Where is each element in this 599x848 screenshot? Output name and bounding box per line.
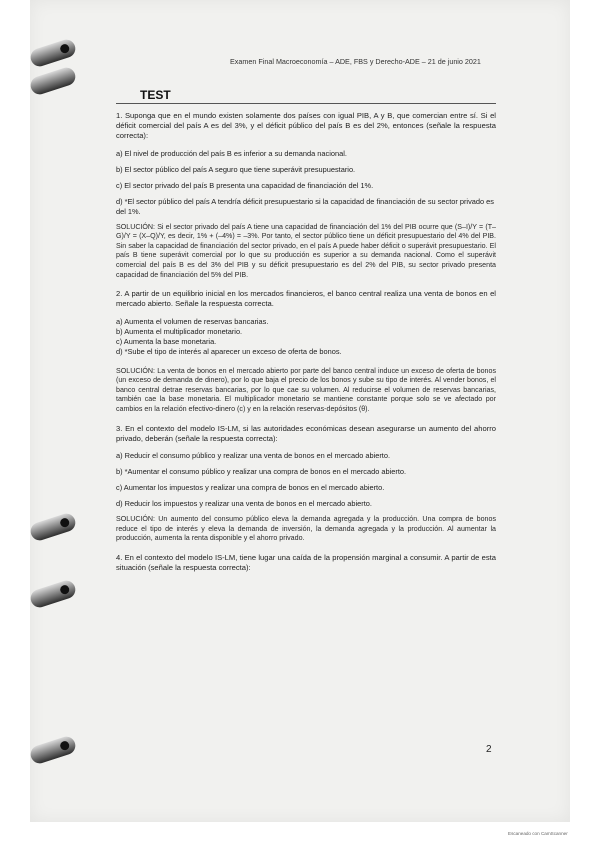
question-2-option-d: d) *Sube el tipo de interés al aparecer un exceso de oferta de bonos. [116,346,342,356]
title-underline [116,103,496,104]
question-1-option-b: b) El sector público del país A seguro que tiene superávit presupuestario. [116,164,356,174]
question-1-option-d: d) *El sector público del país A tendría déficit presupuestario si la capacidad de financiación de su sector privado es del 1%. [116,196,494,216]
section-title: TEST [140,88,171,102]
question-2-option-a: a) Aumenta el volumen de reservas bancarias. [116,316,269,326]
question-3-solution: SOLUCIÓN: Un aumento del consumo público eleva la demanda agregada y la producción. Una compra de bonos reduce el tipo de interés y eleva la demanda de inversión, la demanda agregada y la producción. Al aumentar la producción, aumenta la renta disponible y el ahorro privado. [116,514,496,543]
question-4: 4. En el contexto del modelo IS-LM, tiene lugar una caída de la propensión marginal a consumir. A partir de esta situación (señale la respuesta correcta): [116,552,496,572]
question-2-solution: SOLUCIÓN: La venta de bonos en el mercado abierto por parte del banco central induce un exceso de oferta de bonos (un exceso de demanda de dinero), por lo que baja el precio de los bonos y sube su tipo de interés. Al vender bonos, el banco central detrae reservas bancarias, por lo que cae su volumen. Al reducirse el volumen de reservas bancarias, también cae la base monetaria. El multiplicador monetario se mantiene constante porque solo se ve afectado por cambios en la relación efectivo-dinero (c) y en la relación reservas-depósitos (θ). [116,366,496,413]
question-3-option-a: a) Reducir el consumo público y realizar una venta de bonos en el mercado abierto. [116,450,391,460]
question-1-option-c: c) El sector privado del país B presenta una capacidad de financiación del 1%. [116,180,374,190]
question-3-option-c: c) Aumentar los impuestos y realizar una compra de bonos en el mercado abierto. [116,482,385,492]
question-3-option-d: d) Reducir los impuestos y realizar una venta de bonos en el mercado abierto. [116,498,372,508]
question-1-solution: SOLUCIÓN: Si el sector privado del país A tiene una capacidad de financiación del 1% del PIB ocurre que (S–I)/Y = (T–G)/Y = (X–Q)/Y, es decir, 1% + (–4%) = –3%. Por tanto, el sector público tiene un déficit presupuestario del 4% del PIB. Sin saber la capacidad de financiación del sector privado, en el país A puede haber déficit o superávit presupuestario. El país B tiene superávit comercial por lo que su producción es superior a su demanda nacional. Como el superávit comercial del país B es del 3% del PIB y su déficit presupuestario es del 2% del PIB, su sector privado presenta capacidad de financiación del 5% del PIB. [116,222,496,279]
question-3-option-b: b) *Aumentar el consumo público y realizar una compra de bonos en el mercado abierto. [116,466,407,476]
scanner-watermark: Escaneado con CamScanner [508,831,568,836]
spacer [116,357,496,367]
question-2-option-b: b) Aumenta el multiplicador monetario. [116,326,243,336]
question-1: 1. Suponga que en el mundo existen solamente dos países con igual PIB, A y B, que comercian entre sí. Si el déficit comercial del país A es del 3%, y el déficit público del país B es del 2%, entonces (señale la respuesta correcta): [116,111,496,141]
exam-content [116,111,496,580]
question-3: 3. En el contexto del modelo IS-LM, si las autoridades económicas desean asegurarse un aumento del ahorro privado, deberán (señale la respuesta correcta): [116,423,496,443]
question-2: 2. A partir de un equilibrio inicial en los mercados financieros, el banco central realiza una venta de bonos en el mercado abierto. Señale la respuesta correcta. [116,289,496,309]
page-number: 2 [486,744,492,755]
question-1-option-a: a) El nivel de producción del país B es inferior a su demanda nacional. [116,148,347,158]
question-2-option-c: c) Aumenta la base monetaria. [116,336,217,346]
exam-header: Examen Final Macroeconomía – ADE, FBS y Derecho-ADE – 21 de junio 2021 [230,57,481,66]
